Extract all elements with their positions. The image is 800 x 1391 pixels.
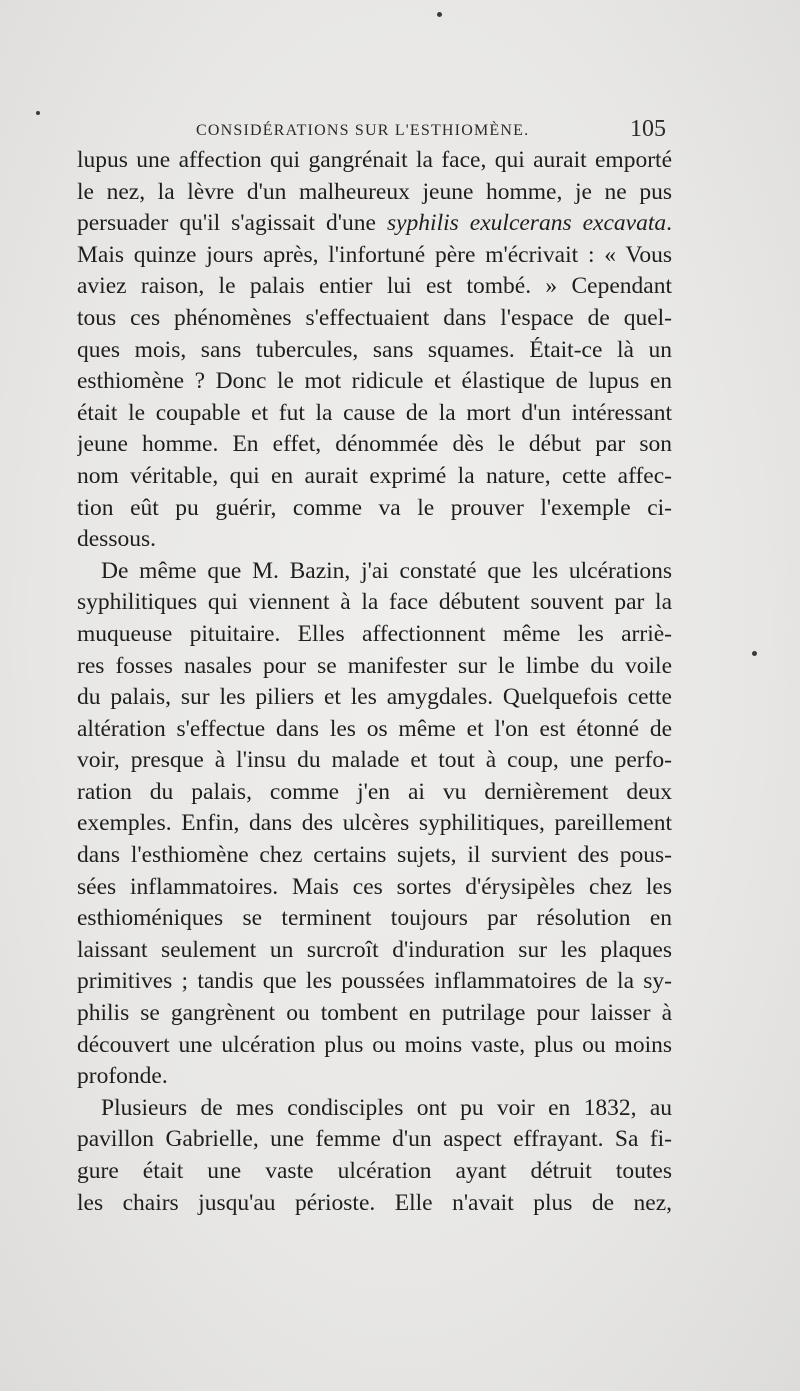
- text-line: esthioméniques se terminent toujours par résolution en: [77, 905, 672, 932]
- text-line: philis se gangrènent ou tombent en putrilage pour laisser à: [77, 1000, 672, 1027]
- text-line: laissant seulement un surcroît d'induration sur les plaques: [77, 936, 672, 963]
- text-line: dans l'esthiomène chez certains sujets, il survient des pous-: [77, 842, 672, 869]
- ink-speck: [36, 111, 40, 115]
- text-line: tous ces phénomènes s'effectuaient dans l'espace de quel-: [77, 304, 672, 331]
- text-line: du palais, sur les piliers et les amygdales. Quelquefois cette: [77, 684, 672, 711]
- text-line: dessous.: [77, 526, 156, 553]
- text-line: altération s'effectue dans les os même et l'on est étonné de: [77, 715, 672, 742]
- page-number: 105: [630, 116, 666, 142]
- text-line: tion eût pu guérir, comme va le prouver l'exemple ci-: [77, 494, 672, 521]
- text-line: muqueuse pituitaire. Elles affectionnent même les arriè-: [77, 620, 672, 647]
- text-line: nom véritable, qui en aurait exprimé la nature, cette affec-: [77, 462, 672, 489]
- text-line: ration du palais, comme j'en ai vu dernièrement deux: [77, 778, 672, 805]
- ink-speck: [437, 12, 442, 17]
- text-line: exemples. Enfin, dans des ulcères syphilitiques, pareillement: [77, 810, 672, 837]
- text-line: De même que M. Bazin, j'ai constaté que les ulcérations: [101, 557, 672, 584]
- text-line: le nez, la lèvre d'un malheureux jeune homme, je ne pus: [77, 178, 672, 205]
- text-line: voir, presque à l'insu du malade et tout à coup, une perfo-: [77, 747, 672, 774]
- text-line: pavillon Gabrielle, une femme d'un aspect effrayant. Sa fi-: [77, 1126, 672, 1153]
- text-line: lupus une affection qui gangrénait la face, qui aurait emporté: [77, 147, 672, 173]
- text-line: Mais quinze jours après, l'infortuné père m'écrivait : « Vous: [77, 241, 672, 268]
- text-line: aviez raison, le palais entier lui est tombé. » Cependant: [77, 273, 672, 300]
- body-text: [77, 145, 672, 1219]
- text-line: découvert une ulcération plus ou moins vaste, plus ou moins: [77, 1031, 672, 1058]
- text-line: ques mois, sans tubercules, sans squames. Était-ce là un: [77, 336, 672, 363]
- text-line: était le coupable et fut la cause de la mort d'un intéressant: [77, 399, 672, 426]
- text-line: les chairs jusqu'au périoste. Elle n'avait plus de nez,: [77, 1189, 672, 1216]
- text-line: sées inflammatoires. Mais ces sortes d'érysipèles chez les: [77, 873, 672, 900]
- text-line: persuader qu'il s'agissait d'une syphilis exulcerans excavata.: [77, 210, 672, 237]
- text-line: jeune homme. En effet, dénommée dès le début par son: [77, 431, 672, 458]
- page-header: [196, 116, 666, 144]
- running-title: CONSIDÉRATIONS SUR L'ESTHIOMÈNE.: [196, 122, 530, 139]
- text-line: gure était une vaste ulcération ayant détruit toutes: [77, 1158, 672, 1184]
- latin-term: syphilis exulcerans excavata: [386, 210, 667, 237]
- text-line: esthiomène ? Donc le mot ridicule et élastique de lupus en: [77, 368, 672, 395]
- ink-speck: [752, 651, 757, 656]
- text-line: Plusieurs de mes condisciples ont pu voir en 1832, au: [101, 1094, 672, 1121]
- text-line: primitives ; tandis que les poussées inflammatoires de la sy-: [77, 968, 672, 995]
- text-line: profonde.: [77, 1063, 168, 1090]
- text-line: syphilitiques qui viennent à la face débutent souvent par la: [77, 589, 672, 616]
- text-line: res fosses nasales pour se manifester sur le limbe du voile: [77, 652, 672, 679]
